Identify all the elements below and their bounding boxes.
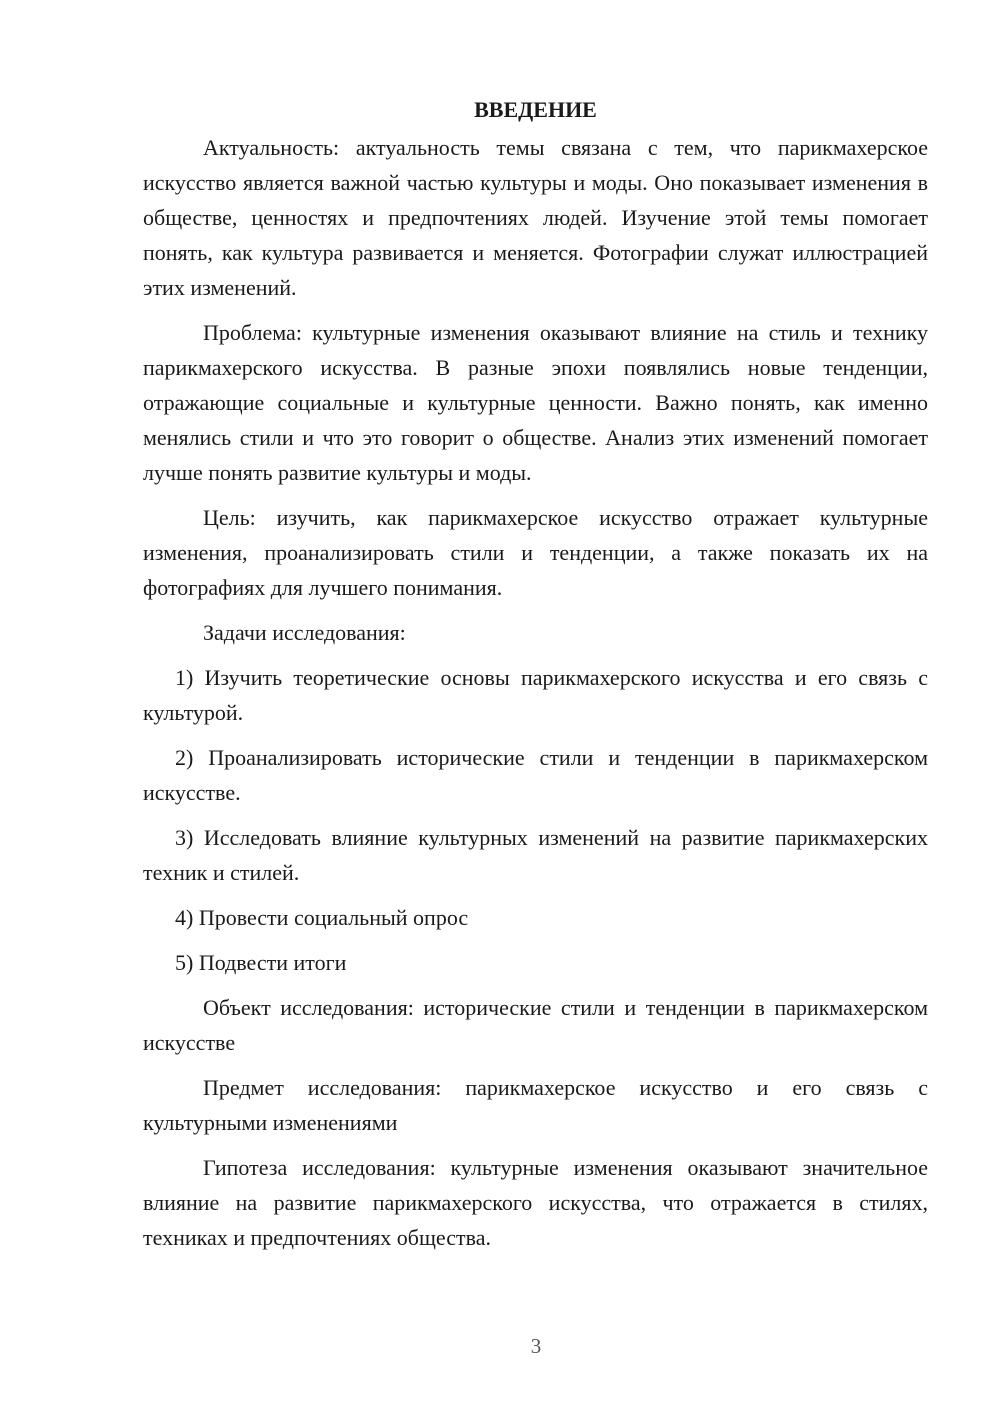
- tasks-title: Задачи исследования:: [203, 620, 406, 645]
- task-item-2: 2) Проанализировать исторические стили и тенденции в парикмахерском искусстве.: [143, 745, 928, 805]
- section-heading: ВВЕДЕНИЕ: [474, 97, 597, 122]
- paragraph-object: Объект исследования: исторические стили и тенденции в парикмахерском искусстве: [143, 995, 928, 1055]
- page-number: 3: [530, 1334, 542, 1358]
- paragraph-problem: Проблема: культурные изменения оказывают влияние на стиль и технику парикмахерского искусства. В разные эпохи появлялись новые тенденции, отражающие социальные и культурные ценности. Важно понять, как именно менялись стили и что это говорит о обществе. Анализ этих изменений помогает лучше понять развитие культуры и моды.: [143, 320, 928, 485]
- paragraph-hypothesis: Гипотеза исследования: культурные изменения оказывают значительное влияние на развитие парикмахерского искусства, что отражается в стилях, техниках и предпочтениях общества.: [143, 1155, 928, 1250]
- paragraph-relevance: Актуальность: актуальность темы связана с тем, что парикмахерское искусство является важной частью культуры и моды. Оно показывает изменения в обществе, ценностях и предпочтениях людей. Изучение этой темы помогает понять, как культура развивается и меняется. Фотографии служат иллюстрацией этих изменений.: [143, 135, 928, 300]
- task-item-1: 1) Изучить теоретические основы парикмахерского искусства и его связь с культурой.: [143, 665, 928, 725]
- document-page: [143, 92, 928, 1265]
- paragraph-goal: Цель: изучить, как парикмахерское искусство отражает культурные изменения, проанализировать стили и тенденции, а также показать их на фотографиях для лучшего понимания.: [143, 505, 928, 600]
- task-item-3: 3) Исследовать влияние культурных изменений на развитие парикмахерских техник и стилей.: [143, 825, 928, 885]
- task-item-4: 4) Провести социальный опрос: [175, 905, 469, 930]
- task-item-5: 5) Подвести итоги: [175, 950, 347, 975]
- paragraph-subject: Предмет исследования: парикмахерское искусство и его связь с культурными изменениями: [143, 1075, 928, 1135]
